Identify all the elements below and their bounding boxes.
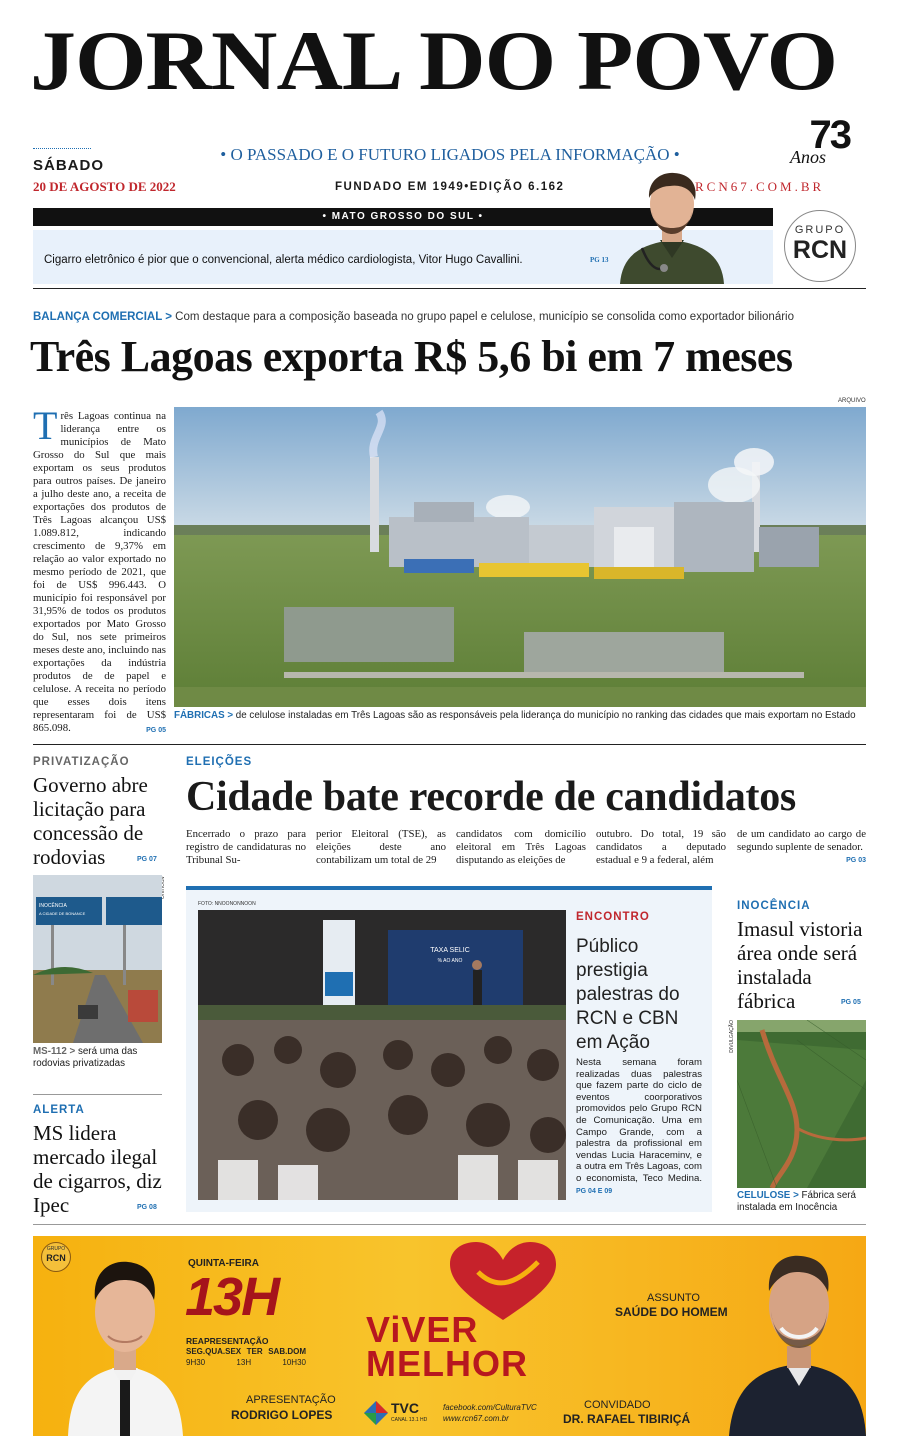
founded-edition: FUNDADO EM 1949•EDIÇÃO 6.162	[335, 181, 565, 193]
divider	[33, 148, 91, 149]
state-bar: • MATO GROSSO DO SUL •	[33, 208, 773, 226]
sign-text-2: A CIDADE DE BONANCE	[39, 911, 86, 916]
host-label: APRESENTAÇÃO	[246, 1394, 336, 1406]
factory-photo[interactable]	[174, 407, 866, 707]
divider	[33, 744, 866, 745]
elections-page-ref: PG 03	[846, 857, 866, 864]
elections-col-3: candidatos com domicílio eleitoral em Três Lagoas disputando as eleições de	[456, 828, 586, 866]
lead-caption-text: de celulose instaladas em Três Lagoas são as responsáveis pela liderança do município no ranking das cidades que mais exportam no Estado	[235, 710, 856, 721]
masthead-title: JORNAL DO POVO	[30, 13, 838, 108]
rcn-logo-label: RCN	[792, 236, 848, 264]
host-name: RODRIGO LOPES	[231, 1408, 333, 1422]
privatization-page-ref: PG 07	[137, 856, 157, 863]
elections-headline[interactable]: Cidade bate recorde de candidatos	[186, 774, 796, 820]
photo-credit: DIVULGAÇÃO	[729, 1020, 735, 1053]
alert-section: ALERTA	[33, 1104, 85, 1116]
forest-photo[interactable]	[737, 1020, 866, 1188]
subject: SAÚDE DO HOMEM	[615, 1305, 728, 1319]
inocencia-headline[interactable]: Imasul vistoria área onde será instalada fábrica	[737, 917, 863, 1013]
elections-col-4: outubro. Do total, 19 são candidatos a deputado estadual e 9 a federal, além	[596, 828, 726, 866]
lead-headline[interactable]: Três Lagoas exporta R$ 5,6 bi em 7 meses	[30, 332, 793, 381]
event-section: ENCONTRO	[576, 911, 650, 923]
lead-caption	[174, 710, 874, 721]
elections-col-1: Encerrado o prazo para registro de candidaturas no Tribunal Su-	[186, 828, 306, 866]
anniversary-number: 73	[809, 113, 850, 157]
elections-col-2: perior Eleitoral (TSE), as eleições deste ano contabilizam um total de 29	[316, 828, 446, 866]
rcn-logo-group-label: GRUPO	[794, 224, 846, 236]
highway-caption	[33, 1046, 162, 1070]
doctor-photo	[612, 168, 732, 284]
lead-kicker	[33, 311, 794, 323]
rerun-day: SEG.QUA.SEX	[186, 1347, 242, 1356]
rcn-banner-logo-top: GRUPO	[46, 1246, 66, 1252]
tv-show-banner[interactable]	[33, 1236, 866, 1436]
rerun-day: TER	[246, 1347, 263, 1356]
lead-kicker-text: Com destaque para a composição baseada no grupo papel e celulose, município se consolida como exportador bilionário	[175, 311, 794, 323]
tv-channel: CANAL 13.1 HD	[391, 1417, 428, 1423]
lead-body	[33, 403, 166, 737]
anniversary-word: Anos	[790, 147, 826, 167]
photo-credit: ARQUIVO	[838, 398, 866, 404]
photo-credit: FOTO: NNOONONNOON	[198, 901, 256, 907]
tvc-logo-icon	[363, 1400, 389, 1426]
anniversary-badge	[788, 113, 850, 175]
host-photo	[68, 1240, 183, 1436]
forest-caption	[737, 1190, 866, 1214]
event-headline[interactable]: Público prestigia palestras do RCN e CBN em Ação	[576, 936, 680, 1053]
alert-headline[interactable]: MS lidera mercado ilegal de cigarros, diz Ipec	[33, 1121, 162, 1217]
forest-caption-kicker: CELULOSE >	[737, 1190, 799, 1201]
tv-name: TVC	[391, 1400, 419, 1416]
guest-name: DR. RAFAEL TIBIRIÇÁ	[563, 1412, 691, 1426]
divider	[33, 288, 866, 289]
subject-label: ASSUNTO	[647, 1292, 700, 1304]
lead-caption-kicker: FÁBRICAS >	[174, 710, 234, 721]
elections-col-5	[737, 828, 866, 867]
banner-day: QUINTA-FEIRA	[188, 1258, 259, 1269]
inocencia-page-ref: PG 05	[841, 999, 861, 1006]
inocencia-section: INOCÊNCIA	[737, 900, 811, 912]
rerun-day: SAB.DOM	[268, 1347, 306, 1356]
guest-label: CONVIDADO	[584, 1399, 651, 1411]
lead-page-ref: PG 05	[146, 727, 166, 734]
guest-photo	[729, 1236, 866, 1436]
screen-subtext: % AO ANO	[437, 958, 463, 964]
web-link[interactable]: www.rcn67.com.br	[443, 1414, 509, 1423]
alert-page-ref: PG 08	[137, 1204, 157, 1211]
lead-kicker-label: BALANÇA COMERCIAL >	[33, 311, 172, 323]
highway-caption-text: será uma das rodovias privatizadas	[33, 1046, 138, 1069]
elections-col-5-text: de um candidato ao cargo de segundo suplente de senador.	[737, 828, 866, 853]
event-photo[interactable]	[198, 910, 566, 1200]
promo-text[interactable]: Cigarro eletrônico é pior que o convencional, alerta médico cardiologista, Vitor Hugo Cavallini.	[44, 254, 523, 266]
sign-text: INOCÊNCIA	[39, 903, 67, 909]
lead-body-text: rês Lagoas continua na liderança entre os municípios de Mato Grosso do Sul que mais exportam os seus produtos para outros países. De janeiro a julho deste ano, a receita de exportações dos produtos de Três Lagoas alcançou US$ 1.089.812, indicando crescimento de 9,37% em relação ao valor exportado no mesmo período de 2021, que foi de US$ 996.443. O município foi responsável por 31,95% de todos os produtos exportados por Mato Grosso do Sul, nos sete primeiros meses deste ano, incluindo nas exportações da indústria produtos de de papel e celulose. A receita no período que esses dois itens representaram foi de US$ 865.098.	[33, 410, 166, 734]
rerun-time: 10H30	[282, 1358, 306, 1367]
forest-caption-text: Fábrica será instalada em Inocência	[737, 1190, 856, 1213]
website-link[interactable]: RCN67.COM.BR	[695, 179, 825, 194]
highway-photo[interactable]	[33, 875, 162, 1043]
event-body-text: Nesta semana foram realizadas duas palestras que fazem parte do ciclo de eventos coorporativos promovidos pelo Grupo RCN de Comunicação. Uma em Campo Grande, com a palestra da profissional em vendas Lucia Haraceminv, e a outra em Três Lagoas, com o economista, Teco Medina.	[576, 1057, 702, 1184]
rerun-time: 9H30	[186, 1358, 206, 1367]
banner-time: 13H	[185, 1267, 279, 1327]
elections-section: ELEIÇÕES	[186, 756, 253, 768]
tagline: • O PASSADO E O FUTURO LIGADOS PELA INFORMAÇÃO •	[220, 145, 680, 164]
divider	[33, 1094, 162, 1095]
divider	[33, 1224, 866, 1225]
rerun-times	[186, 1358, 306, 1367]
rcn-banner-logo-bottom: RCN	[46, 1253, 66, 1263]
screen-text: TAXA SELIC	[430, 947, 470, 954]
rerun-days	[186, 1347, 306, 1356]
show-title-line2: MELHOR	[366, 1343, 528, 1384]
lead-dropcap: T	[33, 403, 58, 448]
day-of-week: SÁBADO	[33, 157, 105, 174]
privatization-headline[interactable]: Governo abre licitação para concessão de rodovias	[33, 773, 148, 869]
rerun-label: REAPRESENTAÇÃO	[186, 1336, 269, 1346]
event-body	[576, 1057, 702, 1197]
privatization-section: PRIVATIZAÇÃO	[33, 756, 130, 768]
facebook-link[interactable]: facebook.com/CulturaTVC	[443, 1403, 537, 1412]
promo-page: PG 13	[590, 256, 609, 264]
highway-caption-kicker: MS-112 >	[33, 1046, 76, 1057]
show-title-line1: ViVER	[366, 1309, 479, 1350]
edition-date: 20 DE AGOSTO DE 2022	[33, 179, 176, 194]
event-page-ref: PG 04 E 09	[576, 1187, 613, 1195]
rerun-time: 13H	[236, 1358, 252, 1367]
